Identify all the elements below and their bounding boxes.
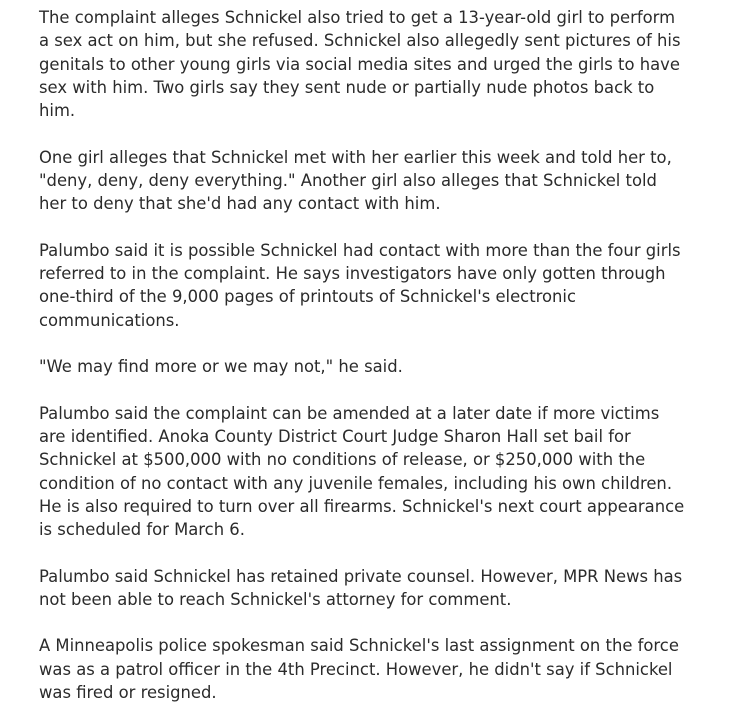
- paragraph-6: Palumbo said Schnickel has retained private counsel. However, MPR News has not been able to reach Schnickel's attorney for comment.: [39, 566, 683, 609]
- paragraph-3: Palumbo said it is possible Schnickel had contact with more than the four girls referred to in the complaint. He says investigators have only gotten through one-third of the 9,000 pages of printouts of Schnickel's electronic communications.: [39, 240, 681, 330]
- article-body: [39, 6, 689, 727]
- paragraph-5: Palumbo said the complaint can be amended at a later date if more victims are identified. Anoka County District Court Judge Sharon Hall set bail for Schnickel at $500,000 with no conditions of release, or $250,000 with the condition of no contact with any juvenile females, including his own children. He is also required to turn over all firearms. Schnickel's next court appearance is scheduled for March 6.: [39, 403, 685, 540]
- paragraph-2: One girl alleges that Schnickel met with her earlier this week and told her to, "deny, deny, deny everything." Another girl also alleges that Schnickel told her to deny that she'd had any contact with him.: [39, 147, 672, 214]
- paragraph-4: "We may find more or we may not," he said.: [39, 357, 403, 377]
- paragraph-1: The complaint alleges Schnickel also tried to get a 13-year-old girl to perform a sex act on him, but she refused. Schnickel also allegedly sent pictures of his genitals to other young girls via social media sites and urged the girls to have sex with him. Two girls say they sent nude or partially nude photos back to him.: [39, 8, 681, 121]
- paragraph-7: A Minneapolis police spokesman said Schnickel's last assignment on the force was as a patrol officer in the 4th Precinct. However, he didn't say if Schnickel was fired or resigned.: [39, 636, 679, 702]
